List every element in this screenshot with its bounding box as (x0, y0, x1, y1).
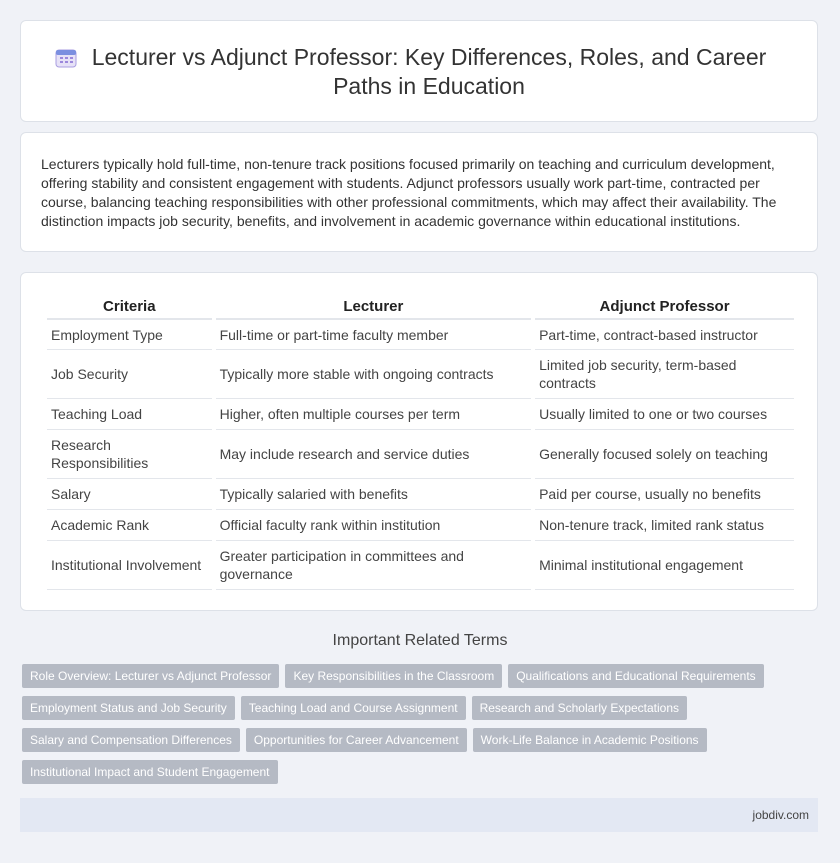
comparison-table (43, 295, 798, 590)
header-card (20, 20, 818, 122)
summary-text: Lecturers typically hold full-time, non-tenure track positions focused primarily on teaching and curriculum development, offering stability and consistent engagement with students. Adjunct professors usually work part-time, contracted per course, balancing teaching responsibilities with other professional commitments, which may affect their availability. The distinction impacts job security, benefits, and involvement in academic governance within educational institutions. (41, 156, 777, 229)
cell-adjunct: Non-tenure track, limited rank status (535, 510, 794, 541)
related-term-tag[interactable]: Institutional Impact and Student Engagement (22, 760, 278, 784)
footer (20, 798, 818, 832)
cell-adjunct: Usually limited to one or two courses (535, 399, 794, 430)
cell-criteria: Academic Rank (47, 510, 212, 541)
related-term-tag[interactable]: Work-Life Balance in Academic Positions (473, 728, 707, 752)
footer-site-link[interactable]: jobdiv.com (752, 808, 809, 822)
table-row (47, 510, 794, 541)
related-term-tag[interactable]: Salary and Compensation Differences (22, 728, 240, 752)
related-terms-list (22, 664, 802, 784)
cell-lecturer: Official faculty rank within institution (216, 510, 532, 541)
related-term-tag[interactable]: Research and Scholarly Expectations (472, 696, 687, 720)
cell-lecturer: Greater participation in committees and governance (216, 541, 532, 590)
table-row (47, 350, 794, 399)
table-row (47, 399, 794, 430)
cell-lecturer: Full-time or part-time faculty member (216, 320, 532, 350)
related-term-tag[interactable]: Employment Status and Job Security (22, 696, 235, 720)
table-row (47, 541, 794, 590)
cell-criteria: Teaching Load (47, 399, 212, 430)
cell-adjunct: Minimal institutional engagement (535, 541, 794, 590)
cell-criteria: Research Responsibilities (47, 430, 212, 479)
cell-criteria: Employment Type (47, 320, 212, 350)
cell-adjunct: Generally focused solely on teaching (535, 430, 794, 479)
cell-lecturer: Typically more stable with ongoing contracts (216, 350, 532, 399)
cell-lecturer: May include research and service duties (216, 430, 532, 479)
table-row (47, 430, 794, 479)
table-row (47, 479, 794, 510)
related-term-tag[interactable]: Teaching Load and Course Assignment (241, 696, 466, 720)
related-term-tag[interactable]: Role Overview: Lecturer vs Adjunct Professor (22, 664, 279, 688)
header-criteria: Criteria (47, 295, 212, 320)
header-adjunct: Adjunct Professor (535, 295, 794, 320)
table-row (47, 320, 794, 350)
related-terms-title: Important Related Terms (332, 632, 508, 649)
cell-lecturer: Higher, often multiple courses per term (216, 399, 532, 430)
comparison-table-card (20, 272, 818, 611)
table-header-row (47, 295, 794, 320)
cell-lecturer: Typically salaried with benefits (216, 479, 532, 510)
cell-adjunct: Part-time, contract-based instructor (535, 320, 794, 350)
page-title: Lecturer vs Adjunct Professor: Key Differences, Roles, and Career Paths in Education (91, 44, 767, 99)
related-term-tag[interactable]: Opportunities for Career Advancement (246, 728, 467, 752)
header-lecturer: Lecturer (216, 295, 532, 320)
cell-adjunct: Paid per course, usually no benefits (535, 479, 794, 510)
cell-criteria: Institutional Involvement (47, 541, 212, 590)
cell-criteria: Job Security (47, 350, 212, 399)
cell-adjunct: Limited job security, term-based contracts (535, 350, 794, 399)
related-term-tag[interactable]: Qualifications and Educational Requirements (508, 664, 763, 688)
cell-criteria: Salary (47, 479, 212, 510)
summary-card (20, 132, 818, 252)
related-term-tag[interactable]: Key Responsibilities in the Classroom (285, 664, 502, 688)
